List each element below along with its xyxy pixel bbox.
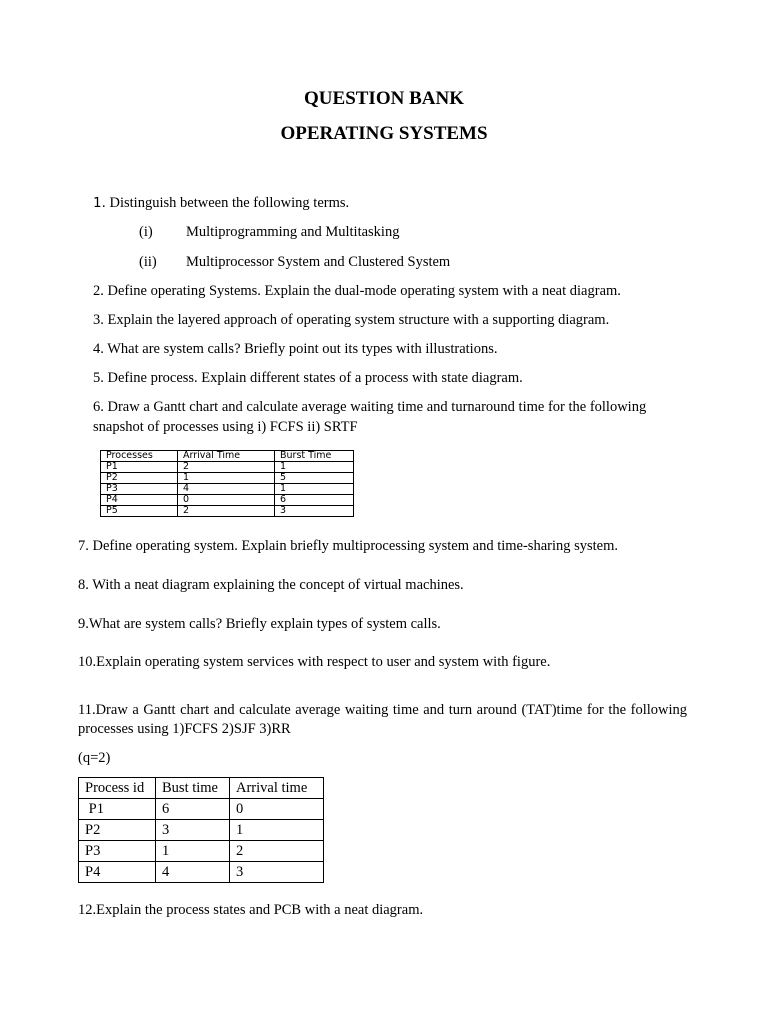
question-1-sub-ii-marker: (ii) bbox=[139, 254, 157, 270]
header-cell: Burst Time bbox=[275, 451, 354, 462]
question-1 bbox=[93, 193, 349, 213]
table-row bbox=[101, 462, 354, 473]
question-1-sub-i-text: Multiprogramming and Multitasking bbox=[186, 224, 400, 240]
question-12: 12.Explain the process states and PCB with a neat diagram. bbox=[78, 902, 424, 918]
table-cell: 2 bbox=[178, 462, 275, 473]
table-cell: 6 bbox=[275, 495, 354, 506]
table-cell: P2 bbox=[101, 473, 178, 484]
question-8: 8. With a neat diagram explaining the concept of virtual machines. bbox=[78, 577, 464, 593]
table-cell: 5 bbox=[275, 473, 354, 484]
question-10: 10.Explain operating system services with respect to user and system with figure. bbox=[78, 654, 551, 670]
question-4: 4. What are system calls? Briefly point out its types with illustrations. bbox=[93, 341, 498, 357]
process-table-q11 bbox=[78, 777, 324, 883]
table-cell: P1 bbox=[79, 799, 156, 820]
header-cell: Bust time bbox=[156, 778, 230, 799]
table-cell: P4 bbox=[101, 495, 178, 506]
question-9: 9.What are system calls? Briefly explain types of system calls. bbox=[78, 616, 441, 632]
table-cell: P3 bbox=[101, 484, 178, 495]
question-1-sub-ii-text: Multiprocessor System and Clustered System bbox=[186, 254, 451, 270]
table-cell: P4 bbox=[79, 862, 156, 883]
table-row bbox=[79, 841, 324, 862]
table-cell: 3 bbox=[156, 820, 230, 841]
question-1-number: 1. bbox=[93, 195, 106, 211]
table-cell: 4 bbox=[178, 484, 275, 495]
table-row bbox=[101, 484, 354, 495]
table-cell: P2 bbox=[79, 820, 156, 841]
question-1-text: Distinguish between the following terms. bbox=[109, 195, 350, 211]
question-1-sub-i-marker: (i) bbox=[139, 224, 153, 240]
table-cell: 6 bbox=[156, 799, 230, 820]
header-cell: Processes bbox=[101, 451, 178, 462]
table-cell: 1 bbox=[178, 473, 275, 484]
table-cell: P3 bbox=[79, 841, 156, 862]
table-cell: P1 bbox=[101, 462, 178, 473]
table-cell: 3 bbox=[275, 506, 354, 517]
process-table-q6 bbox=[100, 450, 354, 517]
table-cell: 1 bbox=[230, 820, 324, 841]
time-quantum: (q=2) bbox=[78, 750, 111, 766]
table-row bbox=[101, 495, 354, 506]
document-title: QUESTION BANK bbox=[304, 88, 464, 109]
table-cell: 1 bbox=[275, 484, 354, 495]
table-row bbox=[101, 473, 354, 484]
table-cell: P5 bbox=[101, 506, 178, 517]
table-row bbox=[79, 862, 324, 883]
table-row bbox=[79, 820, 324, 841]
table-row bbox=[79, 799, 324, 820]
question-7: 7. Define operating system. Explain briefly multiprocessing system and time-sharing system. bbox=[78, 538, 619, 554]
question-2: 2. Define operating Systems. Explain the dual-mode operating system with a neat diagram. bbox=[93, 283, 621, 299]
table-cell: 0 bbox=[230, 799, 324, 820]
question-3: 3. Explain the layered approach of operating system structure with a supporting diagram. bbox=[93, 312, 610, 328]
question-6: 6. Draw a Gantt chart and calculate average waiting time and turnaround time for the following snapshot of processes using i) FCFS ii) SRTF bbox=[93, 399, 647, 435]
question-11: 11.Draw a Gantt chart and calculate average waiting time and turn around (TAT)time for the following processes using 1)FCFS 2)SJF 3)RR bbox=[78, 702, 687, 737]
table-cell: 2 bbox=[230, 841, 324, 862]
table-cell: 3 bbox=[230, 862, 324, 883]
table-cell: 1 bbox=[275, 462, 354, 473]
table-header-row bbox=[79, 778, 324, 799]
header-cell: Arrival time bbox=[230, 778, 324, 799]
table-cell: 1 bbox=[156, 841, 230, 862]
document-subtitle: OPERATING SYSTEMS bbox=[280, 123, 488, 144]
table-cell: 0 bbox=[178, 495, 275, 506]
question-5: 5. Define process. Explain different states of a process with state diagram. bbox=[93, 370, 523, 386]
header-cell: Process id bbox=[79, 778, 156, 799]
table-row bbox=[101, 506, 354, 517]
table-cell: 2 bbox=[178, 506, 275, 517]
table-header-row bbox=[101, 451, 354, 462]
header-cell: Arrival Time bbox=[178, 451, 275, 462]
table-cell: 4 bbox=[156, 862, 230, 883]
